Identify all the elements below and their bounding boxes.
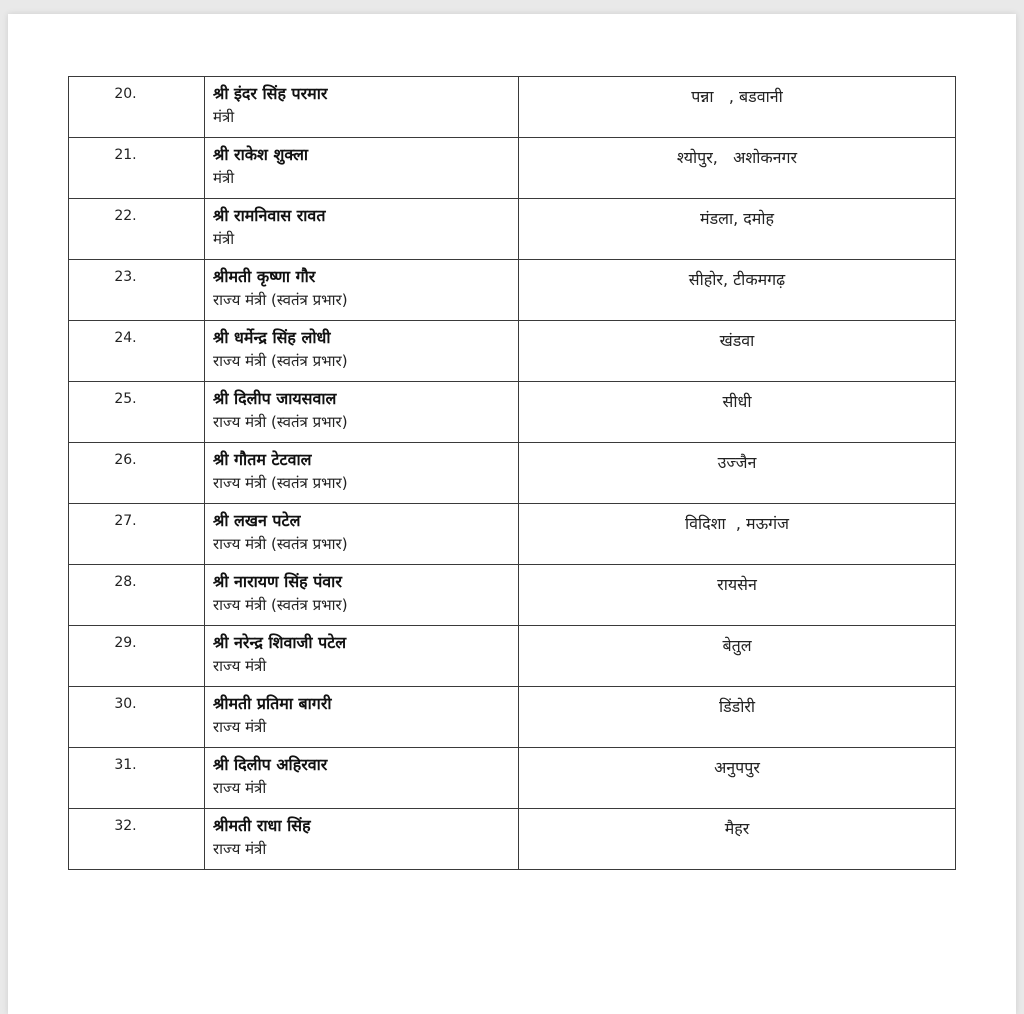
minister-role: राज्य मंत्री — [213, 657, 267, 675]
district-names: खंडवा — [719, 331, 755, 350]
serial-cell — [69, 626, 205, 687]
serial-cell — [69, 748, 205, 809]
minister-cell — [205, 321, 519, 382]
minister-name: श्री लखन पटेल — [213, 511, 301, 530]
serial-number: 24. — [114, 330, 137, 346]
serial-cell — [69, 321, 205, 382]
serial-number: 25. — [114, 391, 137, 407]
table-row — [69, 199, 956, 260]
serial-number: 23. — [114, 269, 137, 285]
minister-name: श्री दिलीप अहिरवार — [213, 755, 328, 774]
minister-name: श्रीमती कृष्णा गौर — [213, 267, 316, 286]
minister-cell — [205, 199, 519, 260]
minister-cell — [205, 687, 519, 748]
table-row — [69, 565, 956, 626]
minister-role: राज्य मंत्री (स्वतंत्र प्रभार) — [213, 291, 348, 309]
district-cell — [519, 504, 956, 565]
district-names: पन्ना , बडवानी — [691, 87, 783, 106]
district-names: श्योपुर, अशोकनगर — [676, 148, 798, 167]
minister-name: श्रीमती राधा सिंह — [213, 816, 311, 835]
district-cell — [519, 199, 956, 260]
minister-name: श्री इंदर सिंह परमार — [213, 84, 328, 103]
table-row — [69, 443, 956, 504]
minister-name: श्री नरेन्द्र शिवाजी पटेल — [213, 633, 347, 652]
table-body — [69, 77, 956, 870]
district-cell — [519, 687, 956, 748]
minister-role: राज्य मंत्री — [213, 779, 267, 797]
minister-role: राज्य मंत्री (स्वतंत्र प्रभार) — [213, 352, 348, 370]
serial-cell — [69, 809, 205, 870]
district-cell — [519, 321, 956, 382]
minister-role: मंत्री — [213, 169, 235, 187]
serial-number: 27. — [114, 513, 137, 529]
district-names: डिंडोरी — [718, 697, 756, 716]
district-cell — [519, 77, 956, 138]
minister-district-table — [68, 76, 956, 870]
serial-number: 29. — [114, 635, 137, 651]
serial-cell — [69, 687, 205, 748]
table-row — [69, 382, 956, 443]
serial-cell — [69, 260, 205, 321]
minister-role: मंत्री — [213, 230, 235, 248]
district-cell — [519, 382, 956, 443]
district-names: उज्जैन — [717, 453, 757, 472]
minister-cell — [205, 748, 519, 809]
minister-name: श्री रामनिवास रावत — [213, 206, 326, 225]
serial-number: 31. — [114, 757, 137, 773]
table-row — [69, 809, 956, 870]
district-cell — [519, 626, 956, 687]
minister-cell — [205, 382, 519, 443]
minister-role: राज्य मंत्री (स्वतंत्र प्रभार) — [213, 535, 348, 553]
district-names: रायसेन — [717, 575, 757, 594]
table-row — [69, 626, 956, 687]
serial-cell — [69, 443, 205, 504]
minister-name: श्री दिलीप जायसवाल — [213, 389, 337, 408]
minister-cell — [205, 809, 519, 870]
district-names: मंडला, दमोह — [700, 209, 774, 228]
minister-cell — [205, 443, 519, 504]
serial-cell — [69, 504, 205, 565]
minister-cell — [205, 77, 519, 138]
minister-name: श्री गौतम टेटवाल — [213, 450, 312, 469]
district-names: सीहोर, टीकमगढ़ — [688, 270, 786, 289]
minister-cell — [205, 138, 519, 199]
district-names: सीधी — [722, 392, 752, 411]
table-row — [69, 748, 956, 809]
minister-role: मंत्री — [213, 108, 235, 126]
table-row — [69, 138, 956, 199]
district-cell — [519, 809, 956, 870]
table-row — [69, 687, 956, 748]
minister-role: राज्य मंत्री (स्वतंत्र प्रभार) — [213, 596, 348, 614]
serial-cell — [69, 199, 205, 260]
minister-role: राज्य मंत्री (स्वतंत्र प्रभार) — [213, 413, 348, 431]
minister-name: श्रीमती प्रतिमा बागरी — [213, 694, 332, 713]
minister-role: राज्य मंत्री — [213, 718, 267, 736]
table-row — [69, 77, 956, 138]
serial-number: 30. — [114, 696, 137, 712]
table-row — [69, 260, 956, 321]
district-cell — [519, 260, 956, 321]
minister-cell — [205, 504, 519, 565]
table-row — [69, 504, 956, 565]
serial-number: 21. — [114, 147, 137, 163]
district-names: बेतुल — [722, 636, 752, 655]
district-cell — [519, 748, 956, 809]
document-page — [8, 14, 1016, 1014]
minister-role: राज्य मंत्री — [213, 840, 267, 858]
district-cell — [519, 565, 956, 626]
serial-cell — [69, 77, 205, 138]
serial-cell — [69, 382, 205, 443]
serial-number: 32. — [114, 818, 137, 834]
minister-cell — [205, 626, 519, 687]
minister-cell — [205, 260, 519, 321]
minister-name: श्री राकेश शुक्ला — [213, 145, 309, 164]
district-names: मैहर — [724, 819, 750, 838]
minister-name: श्री धर्मेन्द्र सिंह लोधी — [213, 328, 331, 347]
serial-number: 20. — [114, 86, 137, 102]
minister-name: श्री नारायण सिंह पंवार — [213, 572, 342, 591]
serial-cell — [69, 565, 205, 626]
district-cell — [519, 138, 956, 199]
serial-number: 26. — [114, 452, 137, 468]
district-names: विदिशा , मऊगंज — [684, 514, 790, 533]
serial-number: 28. — [114, 574, 137, 590]
serial-cell — [69, 138, 205, 199]
minister-role: राज्य मंत्री (स्वतंत्र प्रभार) — [213, 474, 348, 492]
serial-number: 22. — [114, 208, 137, 224]
minister-cell — [205, 565, 519, 626]
table-row — [69, 321, 956, 382]
district-cell — [519, 443, 956, 504]
district-names: अनुपपुर — [714, 758, 760, 777]
